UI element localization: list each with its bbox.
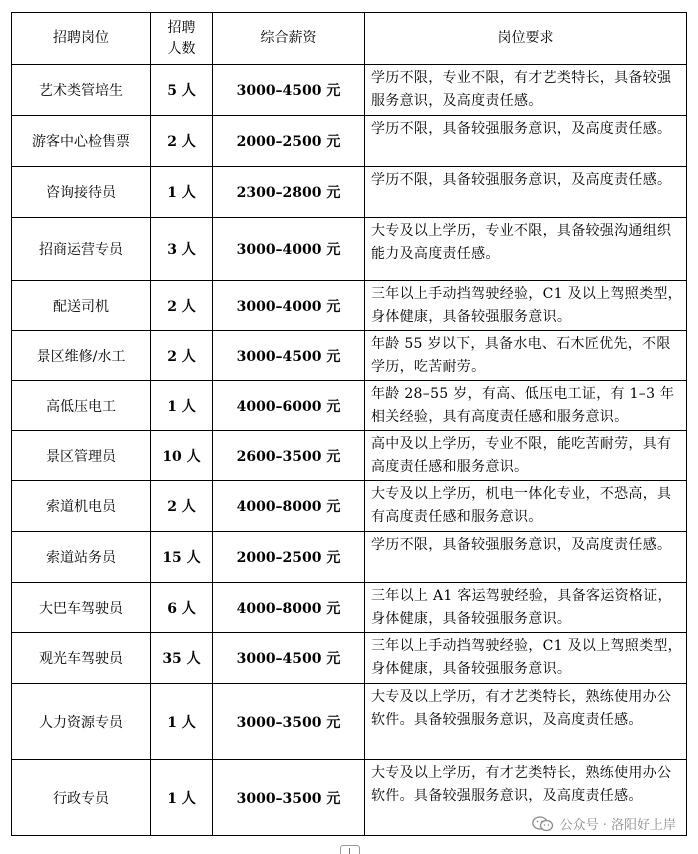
- salary-cell: 2000–2500 元: [213, 116, 365, 167]
- position-cell: 景区维修/水工: [12, 331, 151, 381]
- table-row: [12, 218, 687, 281]
- count-cell: 2 人: [151, 331, 213, 381]
- count-cell: 5 人: [151, 65, 213, 116]
- salary-cell: 3000–3500 元: [213, 760, 365, 836]
- salary-cell: 2600–3500 元: [213, 431, 365, 481]
- table-row: [12, 684, 687, 760]
- position-cell: 配送司机: [12, 281, 151, 331]
- salary-cell: 2000–2500 元: [213, 532, 365, 583]
- salary-cell: 3000–4000 元: [213, 218, 365, 281]
- count-cell: 2 人: [151, 281, 213, 331]
- count-cell: 1 人: [151, 167, 213, 218]
- position-cell: 观光车驾驶员: [12, 633, 151, 684]
- position-cell: 人力资源专员: [12, 684, 151, 760]
- position-cell: 招商运营专员: [12, 218, 151, 281]
- count-cell: 3 人: [151, 218, 213, 281]
- count-cell: 35 人: [151, 633, 213, 684]
- table-row: [12, 116, 687, 167]
- requirements-cell: 大专及以上学历，机电一体化专业，不恐高，具有高度责任感和服务意识。: [365, 481, 687, 532]
- header-count-line1: 招聘: [167, 19, 196, 36]
- salary-cell: 4000–8000 元: [213, 583, 365, 633]
- salary-cell: 2300–2800 元: [213, 167, 365, 218]
- requirements-cell: 学历不限，具备较强服务意识，及高度责任感。: [365, 167, 687, 218]
- header-position: 招聘岗位: [12, 13, 151, 65]
- requirements-cell: 学历不限，具备较强服务意识，及高度责任感。: [365, 116, 687, 167]
- table-row: [12, 583, 687, 633]
- table-row: [12, 633, 687, 684]
- table-row: [12, 532, 687, 583]
- salary-cell: 4000–8000 元: [213, 481, 365, 532]
- requirements-cell: 学历不限，专业不限，有才艺类特长，具备较强服务意识，及高度责任感。: [365, 65, 687, 116]
- position-cell: 咨询接待员: [12, 167, 151, 218]
- wechat-icon: [532, 816, 554, 832]
- table-row: [12, 481, 687, 532]
- position-cell: 艺术类管培生: [12, 65, 151, 116]
- count-cell: 15 人: [151, 532, 213, 583]
- watermark: [532, 814, 676, 833]
- table-row: [12, 167, 687, 218]
- recruitment-table: [11, 12, 687, 836]
- position-cell: 索道机电员: [12, 481, 151, 532]
- position-cell: 索道站务员: [12, 532, 151, 583]
- requirements-cell: 高中及以上学历，专业不限，能吃苦耐劳，具有高度责任感和服务意识。: [365, 431, 687, 481]
- salary-cell: 3000–4500 元: [213, 331, 365, 381]
- requirements-cell: 年龄 28–55 岁，有高、低压电工证，有 1–3 年相关经验，具有高度责任感和服务意识。: [365, 381, 687, 431]
- count-cell: 2 人: [151, 481, 213, 532]
- requirements-cell: 大专及以上学历，有才艺类特长，熟练使用办公软件。具备较强服务意识，及高度责任感。: [365, 760, 687, 836]
- requirements-cell: 大专及以上学历，专业不限，具备较强沟通组织能力及高度责任感。: [365, 218, 687, 281]
- header-row: [12, 13, 687, 65]
- position-cell: 高低压电工: [12, 381, 151, 431]
- salary-cell: 4000–6000 元: [213, 381, 365, 431]
- position-cell: 大巴车驾驶员: [12, 583, 151, 633]
- requirements-cell: 三年以上 A1 客运驾驶经验，具备客运资格证，身体健康，具备较强服务意识。: [365, 583, 687, 633]
- requirements-cell: 三年以上手动挡驾驶经验，C1 及以上驾照类型，身体健康，具备较强服务意识。: [365, 633, 687, 684]
- requirements-cell: 年龄 55 岁以下，具备水电、石木匠优先，不限学历，吃苦耐劳。: [365, 331, 687, 381]
- requirements-cell: 学历不限，具备较强服务意识，及高度责任感。: [365, 532, 687, 583]
- position-cell: 景区管理员: [12, 431, 151, 481]
- salary-cell: 3000–3500 元: [213, 684, 365, 760]
- header-count: [151, 13, 213, 65]
- position-cell: 游客中心检售票: [12, 116, 151, 167]
- count-cell: 1 人: [151, 684, 213, 760]
- watermark-text: 公众号 · 洛阳好上岸: [559, 818, 676, 833]
- salary-cell: 3000–4500 元: [213, 633, 365, 684]
- header-count-line2: 人数: [167, 40, 196, 57]
- count-cell: 1 人: [151, 760, 213, 836]
- salary-cell: 3000–4500 元: [213, 65, 365, 116]
- header-requirements: 岗位要求: [365, 13, 687, 65]
- table-row: [12, 431, 687, 481]
- requirements-cell: 三年以上手动挡驾驶经验，C1 及以上驾照类型，身体健康，具备较强服务意识。: [365, 281, 687, 331]
- position-cell: 行政专员: [12, 760, 151, 836]
- count-cell: 6 人: [151, 583, 213, 633]
- header-salary: 综合薪资: [213, 13, 365, 65]
- table-row: [12, 331, 687, 381]
- table-row: [12, 381, 687, 431]
- requirements-cell: 大专及以上学历，有才艺类特长，熟练使用办公软件。具备较强服务意识，及高度责任感。: [365, 684, 687, 760]
- count-cell: 2 人: [151, 116, 213, 167]
- count-cell: 10 人: [151, 431, 213, 481]
- salary-cell: 3000–4000 元: [213, 281, 365, 331]
- table-row: [12, 281, 687, 331]
- count-cell: 1 人: [151, 381, 213, 431]
- table-row: [12, 65, 687, 116]
